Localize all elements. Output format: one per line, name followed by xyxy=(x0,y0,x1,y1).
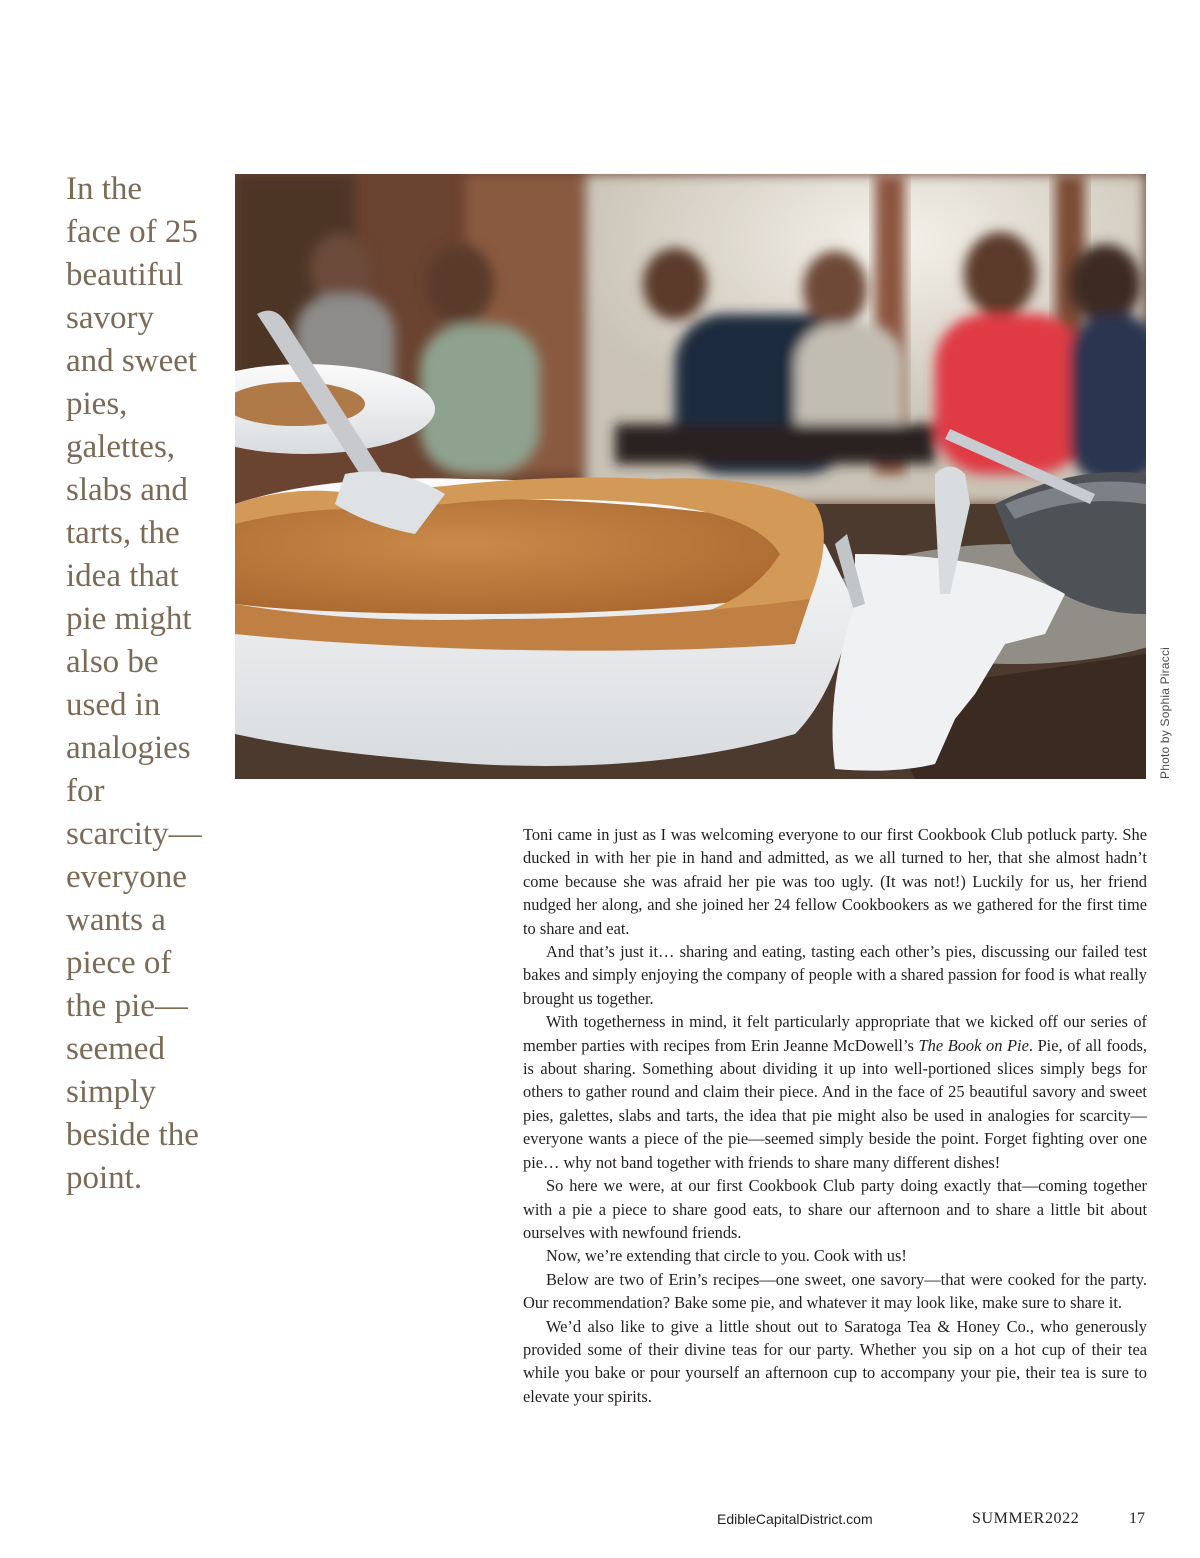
pull-quote-line: analogies xyxy=(66,730,191,766)
pull-quote-line: wants a xyxy=(66,902,166,938)
pull-quote-line: beautiful xyxy=(66,257,184,293)
pull-quote-line: beside the xyxy=(66,1117,199,1153)
pull-quote-line: galettes, xyxy=(66,429,176,465)
article-text: With togetherness in mind, it felt particularly appropriate that we kicked off our series of member parties with recipes from Erin Jeanne McDowell’s xyxy=(523,1012,1147,1055)
footer-website: EdibleCapitalDistrict.com xyxy=(717,1511,873,1527)
article-body xyxy=(523,823,1147,1408)
pull-quote-line: everyone xyxy=(66,859,187,895)
article-paragraph: So here we were, at our first Cookbook Club party doing exactly that—coming together with a pie a piece to share good eats, to share our afternoon and to share a little bit about ourselves with newfound friends. xyxy=(523,1176,1147,1242)
article-paragraph: Toni came in just as I was welcoming everyone to our first Cookbook Club potluck party. She ducked in with her pie in hand and admitted, as we all turned to her, that she almost hadn’t come because she was afraid her pie was too ugly. (It was not!) Luckily for us, her friend nudged her along, and she joined her 24 fellow Cookbookers as we gathered for the first time to share and eat. xyxy=(523,825,1147,938)
pull-quote-line: used in xyxy=(66,687,161,723)
pull-quote-line: point. xyxy=(66,1160,143,1196)
pull-quote-line: tarts, the xyxy=(66,515,180,551)
article-paragraph: And that’s just it… sharing and eating, tasting each other’s pies, discussing our failed test bakes and simply enjoying the company of people with a shared passion for food is what really brought us together. xyxy=(523,942,1147,1008)
pull-quote-line: pies, xyxy=(66,386,128,422)
pull-quote-line: pie might xyxy=(66,601,192,637)
article-paragraph xyxy=(523,1010,1147,1174)
pull-quote-line: In the xyxy=(66,171,143,207)
pie-party-photo xyxy=(235,174,1146,779)
pull-quote-line: piece of xyxy=(66,945,172,981)
pull-quote-line: simply xyxy=(66,1074,156,1110)
pull-quote-line: idea that xyxy=(66,558,179,594)
page-number: 17 xyxy=(1129,1510,1145,1527)
photo-illustration xyxy=(235,174,1146,779)
article-text: . Pie, of all foods, is about sharing. Something about dividing it up into well-portioned slices simply begs for others to gather round and claim their piece. And in the face of 25 beautiful savory and sweet pies, galettes, slabs and tarts, the idea that pie might also be used in analogies for scarcity—everyone wants a piece of the pie—seemed simply beside the point. Forget fighting over one pie… why not band together with friends to share many different dishes! xyxy=(523,1035,1147,1172)
pull-quote-line: seemed xyxy=(66,1031,165,1067)
pull-quote-line: face of 25 xyxy=(66,214,198,250)
pull-quote-line: and sweet xyxy=(66,343,198,379)
footer-issue: SUMMER2022 xyxy=(972,1510,1080,1527)
pull-quote-line: also be xyxy=(66,644,159,680)
pull-quote-line: the pie— xyxy=(66,988,188,1024)
article-paragraph: We’d also like to give a little shout out to Saratoga Tea & Honey Co., who generously provided some of their divine teas for our party. Whether you sip on a hot cup of their tea while you bake or pour yourself an afternoon cup to accompany your pie, their tea is sure to elevate your spirits. xyxy=(523,1316,1147,1406)
book-title: The Book on Pie xyxy=(918,1035,1029,1055)
pull-quote-line: for xyxy=(66,773,105,809)
pull-quote-line: slabs and xyxy=(66,472,188,508)
article-paragraph: Below are two of Erin’s recipes—one sweet, one savory—that were cooked for the party. Our recommendation? Bake some pie, and whatever it may look like, make sure to share it. xyxy=(523,1269,1147,1313)
photo-credit: Photo by Sophia Piracci xyxy=(1158,646,1172,779)
article-paragraph: Now, we’re extending that circle to you. Cook with us! xyxy=(546,1246,907,1266)
pull-quote-line: scarcity— xyxy=(66,816,202,852)
pull-quote-line: savory xyxy=(66,300,154,336)
pull-quote xyxy=(66,168,216,1200)
